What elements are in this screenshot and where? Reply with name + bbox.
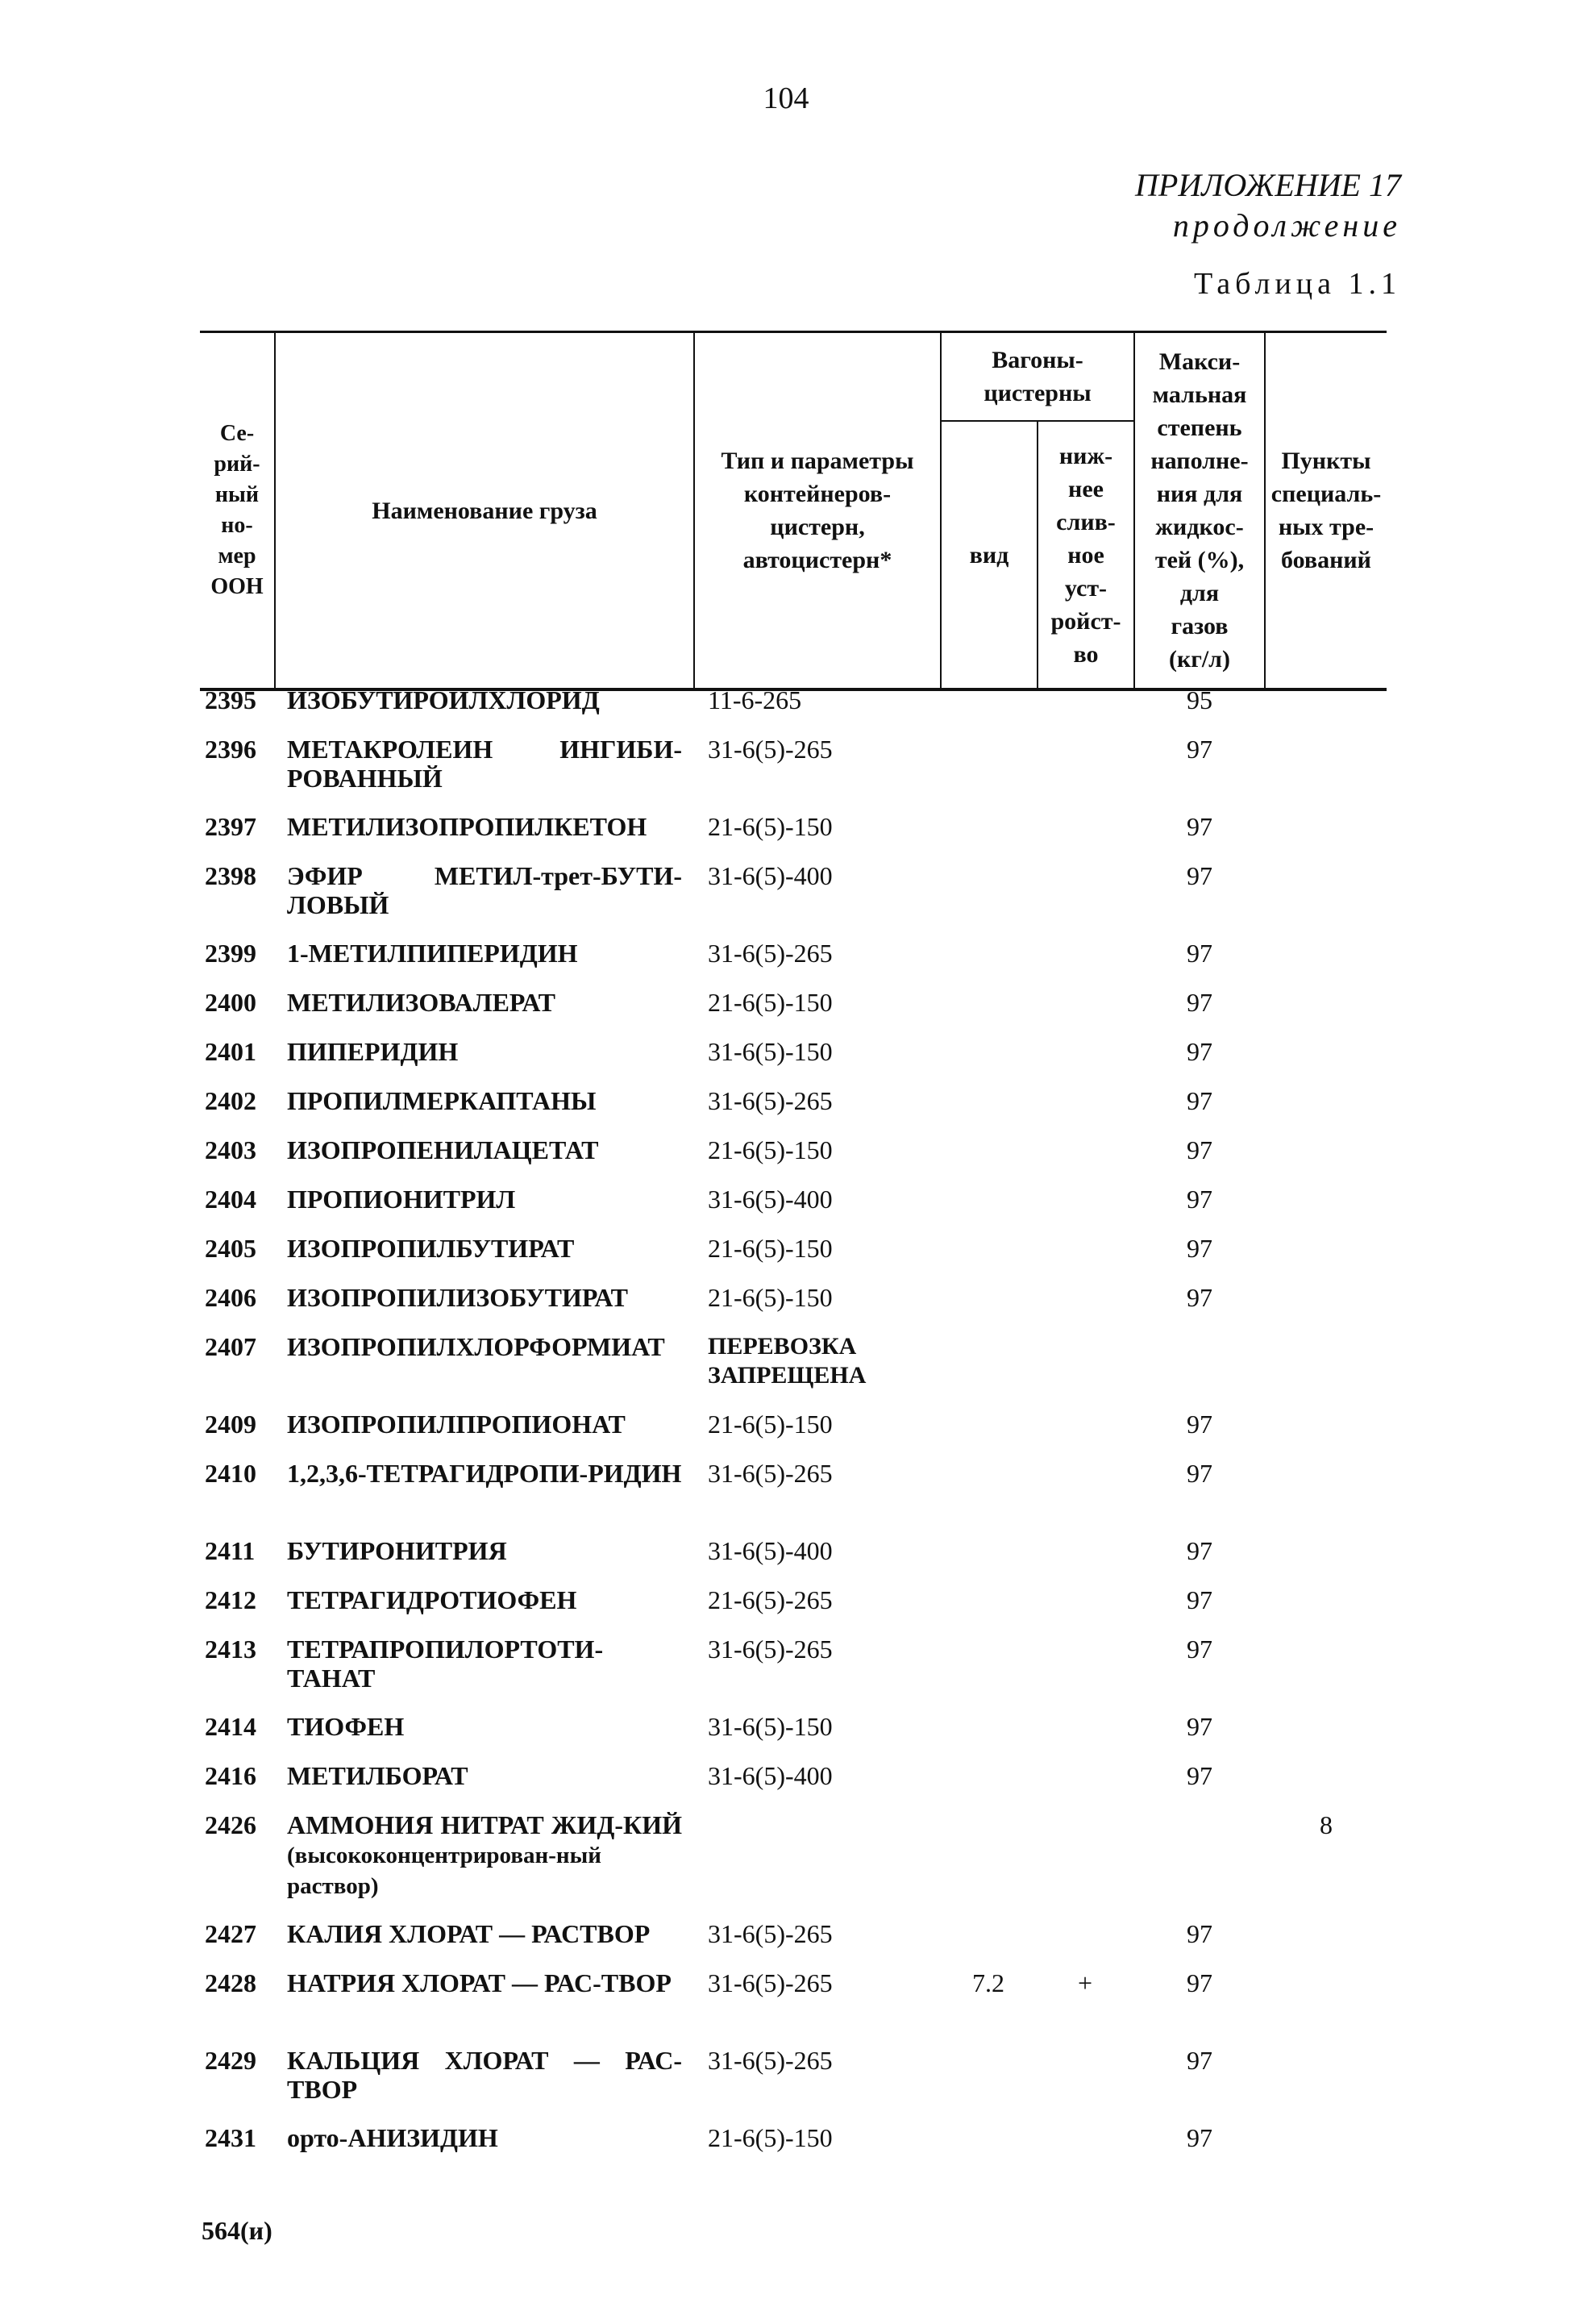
max-fill: 97 bbox=[1187, 1037, 1212, 1066]
cargo-name: ТЕТРАПРОПИЛОРТОТИ-ТАНАТ bbox=[287, 1635, 604, 1693]
max-fill: 97 bbox=[1187, 1919, 1212, 1948]
tank-params: 21-6(5)-150 bbox=[708, 988, 833, 1017]
serial-number: 2395 bbox=[205, 685, 256, 714]
max-fill: 97 bbox=[1187, 988, 1212, 1017]
tank-params: 31-6(5)-265 bbox=[708, 1459, 833, 1488]
tank-params: 31-6(5)-150 bbox=[708, 1712, 833, 1741]
tank-params: 21-6(5)-150 bbox=[708, 1283, 833, 1312]
special-requirements: 8 bbox=[1320, 1810, 1333, 1839]
serial-number: 2399 bbox=[205, 939, 256, 968]
cargo-name: ПРОПИОНИТРИЛ bbox=[287, 1185, 516, 1214]
max-fill: 97 bbox=[1187, 1410, 1212, 1439]
tank-params: 31-6(5)-265 bbox=[708, 1086, 833, 1115]
tank-params: 31-6(5)-265 bbox=[708, 735, 833, 764]
tank-params: 31-6(5)-265 bbox=[708, 939, 833, 968]
max-fill: 97 bbox=[1187, 1185, 1212, 1214]
cargo-name: ПИПЕРИДИН bbox=[287, 1037, 459, 1066]
tank-params: 31-6(5)-400 bbox=[708, 861, 833, 890]
cargo-name: ТЕТРАГИДРОТИОФЕН bbox=[287, 1585, 577, 1614]
cargo-name: НАТРИЯ ХЛОРАТ — РАС-ТВОР bbox=[287, 1968, 672, 1997]
cargo-name: БУТИРОНИТРИЯ bbox=[287, 1536, 507, 1565]
tank-params: 21-6(5)-265 bbox=[708, 1585, 833, 1614]
max-fill: 97 bbox=[1187, 1635, 1212, 1664]
serial-number: 2401 bbox=[205, 1037, 256, 1066]
tank-params: 31-6(5)-400 bbox=[708, 1536, 833, 1565]
max-fill: 97 bbox=[1187, 1761, 1212, 1790]
cargo-name: ИЗОПРОПИЛХЛОРФОРМИАТ bbox=[287, 1332, 665, 1361]
max-fill: 97 bbox=[1187, 1712, 1212, 1741]
cargo-name: ИЗОПРОПИЛБУТИРАТ bbox=[287, 1234, 575, 1263]
footer-code: 564(и) bbox=[202, 2216, 272, 2245]
cargo-name: ТИОФЕН bbox=[287, 1712, 405, 1741]
max-fill: 97 bbox=[1187, 2046, 1212, 2075]
max-fill: 97 bbox=[1187, 812, 1212, 841]
max-fill: 97 bbox=[1187, 2123, 1212, 2152]
serial-number: 2398 bbox=[205, 861, 256, 890]
serial-number: 2412 bbox=[205, 1585, 256, 1614]
max-fill: 97 bbox=[1187, 1536, 1212, 1565]
max-fill: 97 bbox=[1187, 1585, 1212, 1614]
tank-params: 31-6(5)-265 bbox=[708, 1919, 833, 1948]
cargo-name: МЕТИЛИЗОВАЛЕРАТ bbox=[287, 988, 556, 1017]
serial-number: 2402 bbox=[205, 1086, 256, 1115]
appendix-title: ПРИЛОЖЕНИЕ 17 bbox=[1135, 167, 1401, 203]
tank-params: 31-6(5)-265 bbox=[708, 1635, 833, 1664]
tank-params: 11-6-265 bbox=[708, 685, 802, 714]
header-tank-params: Тип и параметры контейнеров- цистерн, автоцистерн* bbox=[721, 448, 914, 573]
max-fill: 97 bbox=[1187, 861, 1212, 890]
serial-number: 2407 bbox=[205, 1332, 256, 1361]
tank-params: 21-6(5)-150 bbox=[708, 1135, 833, 1164]
cargo-name-note: (высококонцентрирован-ный раствор) bbox=[287, 1843, 601, 1899]
serial-number: 2410 bbox=[205, 1459, 256, 1488]
serial-number: 2431 bbox=[205, 2123, 256, 2152]
tank-params: 31-6(5)-150 bbox=[708, 1037, 833, 1066]
cargo-name: МЕТИЛИЗОПРОПИЛКЕТОН bbox=[287, 812, 647, 841]
rail-tank-kind: 7.2 bbox=[972, 1968, 1004, 1997]
serial-number: 2396 bbox=[205, 735, 256, 764]
table-header bbox=[200, 331, 1387, 691]
header-special-requirements: Пункты специаль- ных тре- бований bbox=[1270, 448, 1382, 573]
tank-params: 21-6(5)-150 bbox=[708, 2123, 833, 2152]
cargo-name-main: АММОНИЯ НИТРАТ ЖИД-КИЙ bbox=[287, 1810, 682, 1839]
cargo-name: ИЗОПРОПЕНИЛАЦЕТАТ bbox=[287, 1135, 599, 1164]
serial-number: 2411 bbox=[205, 1536, 256, 1565]
cargo-name: КАЛЬЦИЯ ХЛОРАТ — РАС-ТВОР bbox=[287, 2046, 682, 2104]
tank-params: 21-6(5)-150 bbox=[708, 1234, 833, 1263]
serial-number: 2426 bbox=[205, 1810, 256, 1839]
max-fill: 97 bbox=[1187, 1234, 1212, 1263]
max-fill: 97 bbox=[1187, 1283, 1212, 1312]
appendix-heading bbox=[1135, 165, 1401, 246]
bottom-drain: + bbox=[1077, 1968, 1093, 1997]
cargo-name: ПРОПИЛМЕРКАПТАНЫ bbox=[287, 1086, 597, 1115]
header-bottom-drain: ниж- нее слив- ное уст- ройст- во bbox=[1050, 442, 1121, 668]
serial-number: 2403 bbox=[205, 1135, 256, 1164]
cargo-name: ИЗОПРОПИЛПРОПИОНАТ bbox=[287, 1410, 626, 1439]
cargo-name: ИЗОБУТИРОИЛХЛОРИД bbox=[287, 685, 600, 714]
header-serial-number: Се- рий- ный но- мер ООН bbox=[210, 421, 264, 599]
serial-number: 2427 bbox=[205, 1919, 256, 1948]
tank-params: 31-6(5)-400 bbox=[708, 1185, 833, 1214]
serial-number: 2405 bbox=[205, 1234, 256, 1263]
cargo-name bbox=[287, 1810, 682, 1901]
max-fill: 97 bbox=[1187, 1086, 1212, 1115]
max-fill: 97 bbox=[1187, 1459, 1212, 1488]
serial-number: 2400 bbox=[205, 988, 256, 1017]
cargo-name: ЭФИР МЕТИЛ-трет-БУТИ-ЛОВЫЙ bbox=[287, 861, 682, 919]
cargo-name: КАЛИЯ ХЛОРАТ — РАСТВОР bbox=[287, 1919, 651, 1948]
tank-params: 21-6(5)-150 bbox=[708, 812, 833, 841]
max-fill: 95 bbox=[1187, 685, 1212, 714]
cargo-name: МЕТАКРОЛЕИН ИНГИБИ-РОВАННЫЙ bbox=[287, 735, 682, 793]
tank-params: ПЕРЕВОЗКА ЗАПРЕЩЕНА bbox=[708, 1333, 867, 1389]
serial-number: 2406 bbox=[205, 1283, 256, 1312]
max-fill: 97 bbox=[1187, 1968, 1212, 1997]
max-fill: 97 bbox=[1187, 1135, 1212, 1164]
max-fill: 97 bbox=[1187, 939, 1212, 968]
header-cargo-name: Наименование груза bbox=[372, 497, 597, 524]
header-max-fill: Макси- мальная степень наполне- ния для жидкос- тей (%), для газов (кг/л) bbox=[1150, 348, 1249, 673]
cargo-name: МЕТИЛБОРАТ bbox=[287, 1761, 468, 1790]
cargo-name: 1-МЕТИЛПИПЕРИДИН bbox=[287, 939, 578, 968]
serial-number: 2397 bbox=[205, 812, 256, 841]
tank-params: 31-6(5)-400 bbox=[708, 1761, 833, 1790]
serial-number: 2404 bbox=[205, 1185, 256, 1214]
serial-number: 2416 bbox=[205, 1761, 256, 1790]
table-caption: Таблица 1.1 bbox=[1193, 267, 1401, 301]
serial-number: 2413 bbox=[205, 1635, 256, 1664]
serial-number: 2409 bbox=[205, 1410, 256, 1439]
tank-params: 31-6(5)-265 bbox=[708, 1968, 833, 1997]
max-fill: 97 bbox=[1187, 735, 1212, 764]
cargo-name: 1,2,3,6-ТЕТРАГИДРОПИ-РИДИН bbox=[287, 1459, 682, 1488]
serial-number: 2428 bbox=[205, 1968, 256, 1997]
page-number: 104 bbox=[763, 81, 809, 115]
appendix-subtitle: продолжение bbox=[1172, 207, 1401, 244]
serial-number: 2414 bbox=[205, 1712, 256, 1741]
cargo-name: орто-АНИЗИДИН bbox=[287, 2123, 498, 2152]
header-kind: вид bbox=[969, 541, 1009, 569]
tank-params: 21-6(5)-150 bbox=[708, 1410, 833, 1439]
serial-number: 2429 bbox=[205, 2046, 256, 2075]
header-rail-tanks: Вагоны- цистерны bbox=[984, 347, 1092, 406]
cargo-name: ИЗОПРОПИЛИЗОБУТИРАТ bbox=[287, 1283, 628, 1312]
tank-params: 31-6(5)-265 bbox=[708, 2046, 833, 2075]
